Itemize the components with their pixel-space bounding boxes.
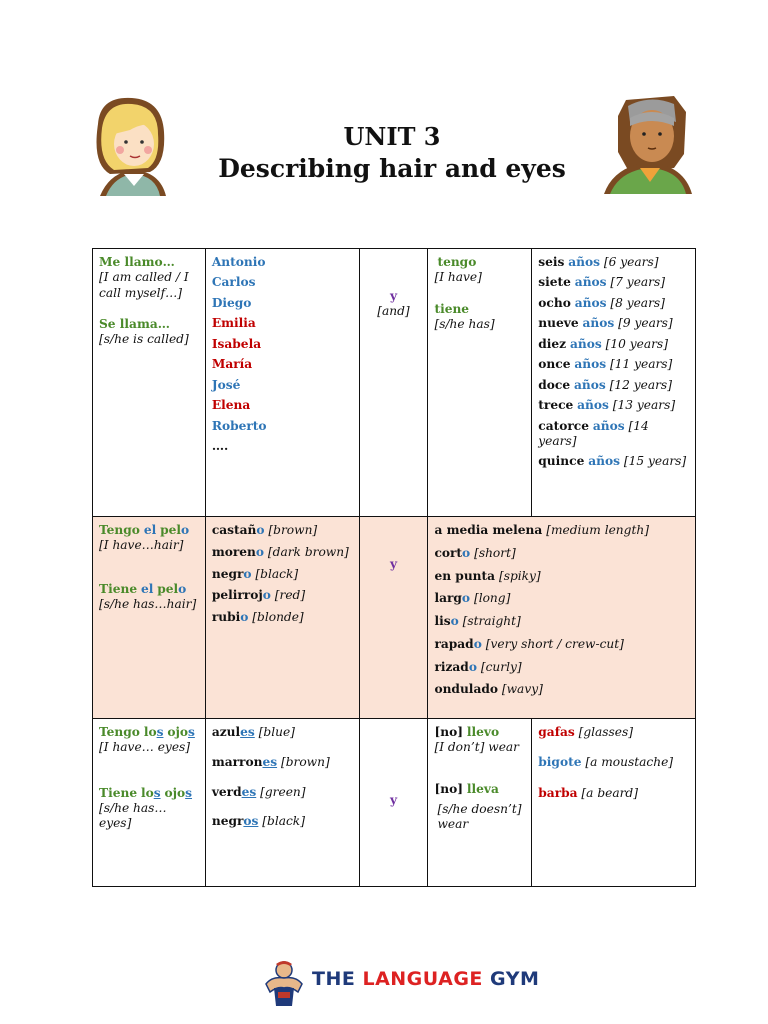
translation: [s/he has…hair] bbox=[99, 596, 197, 611]
age-item bbox=[538, 454, 689, 469]
age-anos: años bbox=[569, 336, 602, 351]
item-word: barba bbox=[538, 785, 578, 800]
strongman-icon bbox=[260, 958, 308, 1008]
cell-wear-items bbox=[532, 719, 696, 887]
eye-colour-item bbox=[212, 725, 353, 740]
translation: [6 years] bbox=[603, 255, 659, 269]
age-number: diez bbox=[538, 336, 567, 351]
translation: [I have… eyes] bbox=[99, 740, 191, 755]
cell-eye-verbs bbox=[93, 719, 206, 887]
translation: [11 years] bbox=[609, 357, 673, 372]
age-anos: años bbox=[573, 377, 606, 392]
translation: [s/he has] bbox=[434, 316, 495, 331]
hair-style-list bbox=[434, 523, 689, 698]
translation: [brown] bbox=[268, 523, 318, 537]
unit-title: UNIT 3 bbox=[343, 122, 441, 151]
word-ending: o bbox=[461, 591, 471, 606]
phrase-tiene-los-ojos: Tiene los ojos bbox=[99, 785, 193, 800]
name-item: Roberto bbox=[211, 418, 267, 433]
phrase-se-llama: Se llama… bbox=[99, 316, 170, 331]
item-word: gafas bbox=[538, 725, 575, 739]
wear-item bbox=[538, 786, 689, 801]
translation: [I have…hair] bbox=[99, 538, 184, 553]
table-row-eyes bbox=[93, 719, 696, 887]
language-gym-logo bbox=[260, 958, 540, 1008]
cell-names bbox=[205, 249, 359, 517]
hair-colour-item bbox=[212, 567, 353, 582]
word-ending: o bbox=[256, 523, 265, 537]
cell-ages bbox=[532, 249, 696, 517]
translation: [I don’t] wear bbox=[434, 740, 520, 755]
verb-tengo: tengo bbox=[437, 255, 477, 269]
age-item bbox=[538, 337, 689, 352]
word-ending: es bbox=[241, 784, 257, 799]
translation: [medium length] bbox=[546, 523, 649, 537]
age-item bbox=[538, 275, 689, 290]
table-row-name-age bbox=[93, 249, 696, 517]
hair-style-item bbox=[434, 523, 689, 538]
cell-name-verbs bbox=[93, 249, 206, 517]
names-list bbox=[212, 255, 353, 454]
age-anos: años bbox=[588, 454, 620, 469]
hair-style-item bbox=[434, 546, 689, 561]
word-stem: pelirroj bbox=[211, 588, 263, 603]
cell-hair-colours bbox=[205, 517, 359, 719]
name-item: Carlos bbox=[211, 275, 256, 290]
translation: [black] bbox=[255, 566, 299, 581]
hair-style-item bbox=[434, 569, 689, 584]
ages-list bbox=[538, 255, 689, 469]
cell-age-verbs bbox=[428, 249, 532, 517]
translation: [I have] bbox=[434, 270, 482, 285]
translation: [brown] bbox=[280, 754, 330, 769]
word-stem: castañ bbox=[211, 523, 257, 537]
conj-y: y bbox=[389, 793, 398, 807]
age-number: siete bbox=[538, 275, 571, 290]
age-item bbox=[538, 419, 689, 450]
translation: [s/he doesn’t] wear bbox=[437, 801, 522, 831]
word-stem: en punta bbox=[434, 568, 496, 583]
hair-colour-list bbox=[212, 523, 353, 625]
page-subtitle: Describing hair and eyes bbox=[218, 154, 566, 183]
word-stem: moren bbox=[211, 544, 256, 559]
wear-item bbox=[538, 725, 689, 740]
translation: [short] bbox=[474, 545, 516, 560]
translation: [straight] bbox=[462, 614, 521, 628]
phrase-tengo-el-pelo: Tengo el pelo bbox=[99, 523, 190, 537]
word-ending: o bbox=[262, 588, 271, 603]
translation: [wavy] bbox=[501, 682, 543, 697]
hair-colour-item bbox=[212, 545, 353, 560]
name-item: Emilia bbox=[211, 316, 256, 331]
hair-style-item bbox=[434, 591, 689, 606]
age-number: doce bbox=[538, 377, 571, 392]
translation: [8 years] bbox=[610, 295, 665, 310]
cell-conj bbox=[359, 249, 428, 517]
table-row-hair bbox=[93, 517, 696, 719]
word-stem: lis bbox=[434, 614, 451, 628]
word-stem: ondulado bbox=[434, 682, 498, 697]
name-item: María bbox=[211, 357, 253, 372]
name-item: Isabela bbox=[211, 336, 262, 351]
word-stem: rapad bbox=[434, 636, 474, 651]
word-stem: negr bbox=[211, 814, 244, 829]
age-item bbox=[538, 255, 689, 270]
word-stem: verd bbox=[211, 784, 242, 799]
hair-style-item bbox=[434, 682, 689, 697]
age-item bbox=[538, 398, 689, 413]
translation: [blue] bbox=[258, 725, 295, 739]
age-number: catorce bbox=[538, 418, 589, 433]
hair-colour-item bbox=[212, 588, 353, 603]
translation: [7 years] bbox=[610, 275, 666, 290]
age-anos: años bbox=[592, 418, 625, 433]
age-number: quince bbox=[538, 454, 585, 469]
age-item bbox=[538, 296, 689, 311]
word-ending: o bbox=[255, 544, 265, 559]
phrase-tiene-el-pelo: Tiene el pelo bbox=[99, 581, 187, 596]
phrase-me-llamo: Me llamo… bbox=[99, 255, 175, 269]
age-item bbox=[538, 316, 689, 331]
eye-colour-item bbox=[212, 814, 353, 829]
cell-conj bbox=[359, 719, 428, 887]
phrase-tengo-los-ojos: Tengo los ojos bbox=[99, 725, 195, 739]
verb-tiene: tiene bbox=[434, 301, 470, 316]
word-stem: a media melena bbox=[434, 523, 543, 537]
translation: [curly] bbox=[480, 659, 522, 674]
name-item: José bbox=[211, 377, 241, 392]
age-item bbox=[538, 357, 689, 372]
word-stem: rubi bbox=[211, 610, 241, 624]
age-anos: años bbox=[577, 398, 609, 413]
translation: [very short / crew-cut] bbox=[485, 636, 624, 651]
age-number: once bbox=[538, 357, 571, 372]
verb-llevo: [no] llevo bbox=[434, 725, 500, 739]
word-stem: cort bbox=[434, 545, 463, 560]
word-stem: marron bbox=[211, 754, 263, 769]
name-item: …. bbox=[211, 438, 229, 453]
vocab-table bbox=[92, 248, 696, 887]
word-ending: o bbox=[468, 659, 477, 674]
translation: [a beard] bbox=[581, 785, 638, 800]
eye-colour-item bbox=[212, 785, 353, 800]
logo-text: THE LANGUAGE GYM bbox=[312, 968, 540, 990]
age-anos: años bbox=[574, 275, 607, 290]
translation: [10 years] bbox=[605, 336, 668, 351]
translation: [s/he has… eyes] bbox=[99, 800, 167, 830]
translation: [13 years] bbox=[612, 398, 676, 413]
wear-item-list bbox=[538, 725, 689, 801]
translation: [blonde] bbox=[252, 610, 304, 624]
word-ending: o bbox=[450, 614, 459, 628]
conj-y: y bbox=[389, 557, 398, 571]
word-ending: o bbox=[240, 610, 249, 624]
word-ending: es bbox=[262, 754, 278, 769]
word-stem: larg bbox=[434, 591, 462, 606]
word-ending: os bbox=[243, 814, 259, 829]
translation: [I am called / I call myself…] bbox=[99, 270, 189, 300]
age-anos: años bbox=[574, 357, 607, 372]
item-word: bigote bbox=[538, 755, 582, 770]
hair-style-item bbox=[434, 660, 689, 675]
cell-eye-colours bbox=[205, 719, 359, 887]
cell-conj bbox=[359, 517, 428, 719]
verb-lleva: [no] lleva bbox=[434, 781, 499, 796]
eye-colour-item bbox=[212, 755, 353, 770]
cell-hair-verbs bbox=[93, 517, 206, 719]
age-anos: años bbox=[568, 255, 601, 269]
translation: [and] bbox=[377, 304, 410, 319]
translation: [red] bbox=[274, 588, 306, 603]
hair-colour-item bbox=[212, 610, 353, 625]
age-anos: años bbox=[574, 295, 607, 310]
age-number: seis bbox=[538, 255, 565, 269]
word-ending: es bbox=[240, 725, 255, 739]
word-ending: o bbox=[462, 545, 471, 560]
translation: [dark brown] bbox=[267, 544, 349, 559]
word-stem: azul bbox=[211, 725, 241, 739]
word-stem: negr bbox=[211, 566, 244, 581]
translation: [12 years] bbox=[609, 377, 672, 392]
cell-hair-styles bbox=[428, 517, 696, 719]
eye-colour-list bbox=[212, 725, 353, 830]
translation: [14 years] bbox=[538, 418, 649, 448]
translation: [s/he is called] bbox=[99, 332, 189, 346]
translation: [9 years] bbox=[618, 316, 673, 331]
hair-style-item bbox=[434, 614, 689, 629]
age-number: nueve bbox=[538, 316, 579, 331]
name-item: Diego bbox=[211, 295, 252, 310]
translation: [black] bbox=[262, 814, 305, 829]
name-item: Elena bbox=[211, 398, 251, 413]
conj-y: y bbox=[389, 289, 398, 303]
word-ending: o bbox=[473, 636, 482, 651]
hair-style-item bbox=[434, 637, 689, 652]
word-ending: o bbox=[243, 566, 252, 581]
age-anos: años bbox=[582, 316, 615, 331]
age-number: trece bbox=[538, 398, 574, 413]
translation: [glasses] bbox=[578, 725, 634, 739]
age-number: ocho bbox=[538, 295, 571, 310]
cell-wear-verbs bbox=[428, 719, 532, 887]
translation: [15 years] bbox=[623, 454, 687, 469]
translation: [long] bbox=[473, 591, 511, 606]
hair-colour-item bbox=[212, 523, 353, 538]
word-stem: rizad bbox=[434, 659, 469, 674]
name-item: Antonio bbox=[211, 255, 266, 269]
translation: [a moustache] bbox=[585, 755, 674, 770]
age-item bbox=[538, 378, 689, 393]
translation: [spiky] bbox=[498, 568, 541, 583]
translation: [green] bbox=[260, 784, 306, 799]
wear-item bbox=[538, 755, 689, 770]
